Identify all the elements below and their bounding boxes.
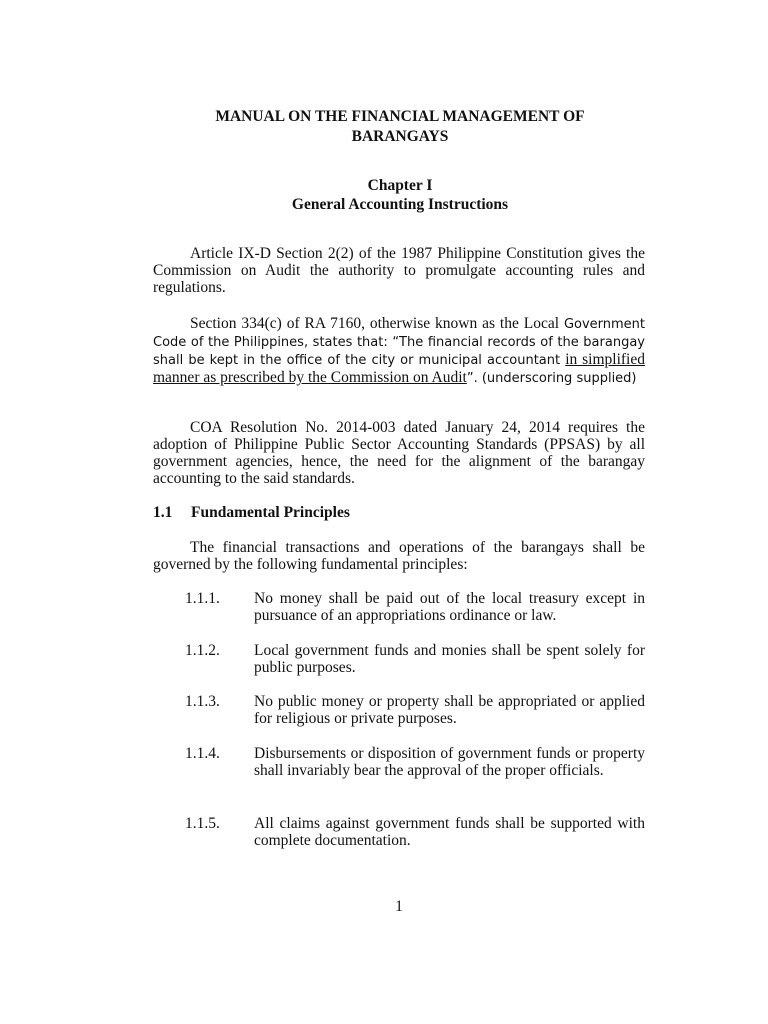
principle-text: All claims against government funds shall be supported with complete documentation. bbox=[254, 815, 645, 849]
document-title bbox=[150, 107, 650, 147]
principle-number: 1.1.4. bbox=[185, 745, 220, 762]
principle-number: 1.1.1. bbox=[185, 590, 220, 607]
chapter-title: General Accounting Instructions bbox=[291, 196, 509, 213]
title-line-1: MANUAL ON THE FINANCIAL MANAGEMENT OF bbox=[215, 108, 585, 125]
principle-number: 1.1.3. bbox=[185, 693, 220, 710]
principle-number: 1.1.5. bbox=[185, 815, 220, 832]
section-intro: The financial transactions and operations of the barangays shall be governed by the following fundamental principles: bbox=[153, 539, 645, 573]
paragraph-local-government-code bbox=[153, 315, 645, 387]
principle-text: No public money or property shall be appropriated or applied for religious or private purposes. bbox=[254, 693, 645, 727]
paragraph-lgc-underlined: in simplified manner as prescribed by the Commission on Audit bbox=[153, 351, 645, 386]
page-number: 1 bbox=[395, 898, 403, 915]
section-title: Fundamental Principles bbox=[191, 504, 350, 521]
paragraph-constitution: Article IX-D Section 2(2) of the 1987 Philippine Constitution gives the Commission on Audit the authority to promulgate accounting rules and regulations. bbox=[153, 245, 645, 296]
principle-text: Local government funds and monies shall be spent solely for public purposes. bbox=[254, 642, 645, 676]
paragraph-lgc-part-c: ”. (underscoring supplied) bbox=[466, 371, 637, 386]
principle-text: No money shall be paid out of the local treasury except in pursuance of an appropriations ordinance or law. bbox=[254, 590, 645, 624]
chapter-heading bbox=[150, 176, 650, 214]
principle-number: 1.1.2. bbox=[185, 642, 220, 659]
section-heading bbox=[153, 504, 350, 521]
principle-text: Disbursements or disposition of government funds or property shall invariably bear the approval of the proper officials. bbox=[254, 745, 645, 779]
chapter-label: Chapter I bbox=[367, 177, 433, 194]
paragraph-lgc-part-b: Government Code of the Philippines, states that: “The financial records of the barangay shall be kept in the office of the city or municipal accountant bbox=[153, 317, 646, 368]
paragraph-coa-resolution: COA Resolution No. 2014-003 dated January 24, 2014 requires the adoption of Philippine Public Sector Accounting Standards (PPSAS) by all government agencies, hence, the need for the alignment of the barangay accounting to the said standards. bbox=[153, 419, 645, 487]
section-number: 1.1 bbox=[153, 504, 173, 521]
paragraph-lgc-part-a: Section 334(c) of RA 7160, otherwise known as the Local bbox=[190, 315, 560, 332]
title-line-2: BARANGAYS bbox=[351, 128, 449, 145]
